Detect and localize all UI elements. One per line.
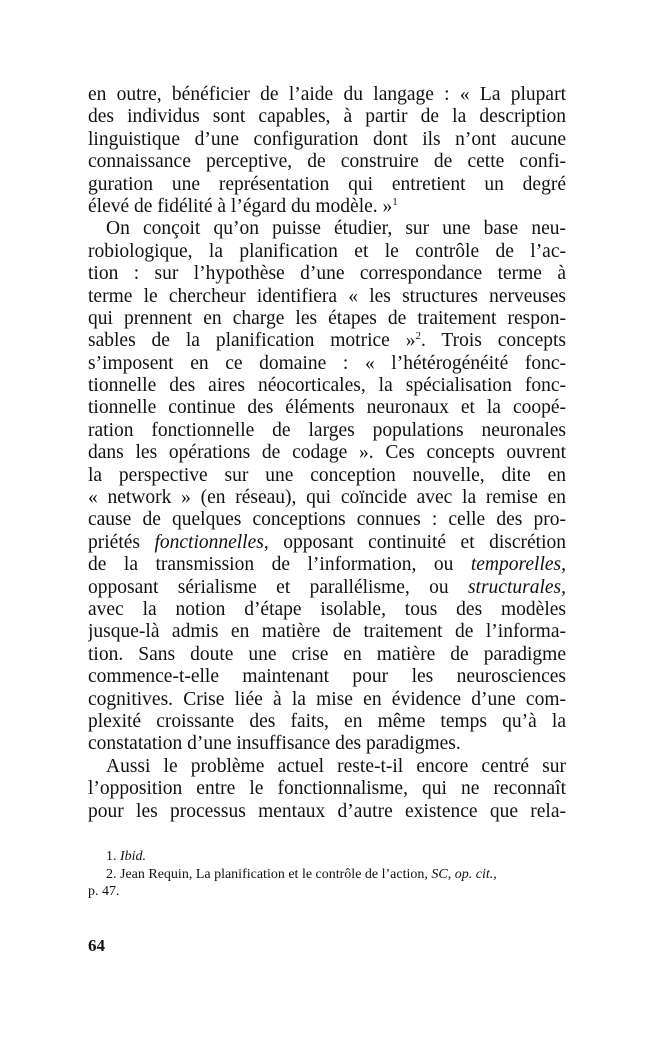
- text-line: tionnelle des aires néocorticales, la spécialisation fonc-: [88, 375, 566, 397]
- text-line: tionnelle continue des éléments neuronaux et la coopé-: [88, 397, 566, 419]
- text-line: cognitives. Crise liée à la mise en évidence d’une com-: [88, 688, 566, 710]
- text-line: tion : sur l’hypothèse d’une correspondance terme à: [88, 263, 566, 285]
- text-line: robiologique, la planification et le contrôle de l’ac-: [88, 240, 566, 262]
- text-line: sables de la planification motrice »$^2$. Trois concepts: [88, 330, 566, 352]
- footnote-reference: 1: [392, 195, 398, 208]
- italic-term: temporelles,: [470, 554, 566, 576]
- text-line: On conçoit qu’on puisse étudier, sur une base neu-: [106, 218, 566, 240]
- text-line: s’imposent en ce domaine : « l’hétérogénéité fonc-: [88, 352, 566, 374]
- text-line: guration une représentation qui entretient un degré: [88, 173, 566, 195]
- footnotes: [88, 848, 566, 901]
- text-line: opposant sérialisme et parallélisme, ou structurales,: [88, 576, 566, 598]
- text-line: élevé de fidélité à l’égard du modèle. »$^1$: [88, 195, 398, 217]
- text-line: terme le chercheur identifiera « les structures nerveuses: [88, 285, 566, 307]
- body-text: [88, 84, 566, 823]
- text-line: pour les processus mentaux d’autre existence que rela-: [88, 800, 566, 822]
- text-line: priétés fonctionnelles, opposant continuité et discrétion: [88, 531, 566, 553]
- text-line: « network » (en réseau), qui coïncide avec la remise en: [88, 487, 566, 509]
- text-line: connaissance perceptive, de construire de cette confi-: [88, 151, 566, 173]
- text-line: linguistique d’une configuration dont ils n’ont aucune: [88, 128, 566, 150]
- text-line: constatation d’une insuffisance des paradigmes.: [88, 733, 461, 755]
- footnote: 2. Jean Requin, La planification et le contrôle de l’action, SC, op. cit.,: [106, 866, 497, 882]
- italic-term: structurales,: [467, 576, 566, 598]
- page-number: 64: [88, 936, 105, 955]
- text-line: plexité croissante des faits, en même temps qu’à la: [88, 710, 566, 732]
- text-line: commence-t-elle maintenant pour les neurosciences: [88, 666, 566, 688]
- text-line: en outre, bénéficier de l’aide du langage : « La plupart: [88, 84, 566, 105]
- text-line: cause de quelques conceptions connues : celle des pro-: [88, 509, 566, 531]
- footnote-number: 1.: [106, 849, 117, 864]
- text-line: dans les opérations de codage ». Ces concepts ouvrent: [88, 442, 566, 464]
- text-line: la perspective sur une conception nouvelle, dite en: [88, 464, 566, 486]
- text-line: de la transmission de l’information, ou temporelles,: [88, 554, 566, 576]
- text-line: l’opposition entre le fonctionnalisme, qui ne reconnaît: [88, 778, 566, 800]
- footnote: p. 47.: [88, 884, 120, 899]
- italic-term: fonctionnelles,: [154, 531, 269, 553]
- text-line: avec la notion d’étape isolable, tous des modèles: [88, 598, 566, 620]
- text-line: des individus sont capables, à partir de la description: [88, 106, 566, 128]
- footnote-number: 2.: [106, 866, 117, 882]
- footnote-reference: 2: [415, 330, 421, 343]
- text-line: qui prennent en charge les étapes de traitement respon-: [88, 307, 566, 329]
- text-line: tion. Sans doute une crise en matière de paradigme: [88, 643, 566, 665]
- footnote: 1. Ibid.: [106, 849, 147, 864]
- text-line: Aussi le problème actuel reste-t-il encore centré sur: [106, 755, 566, 777]
- text-line: jusque-là admis en matière de traitement de l’informa-: [88, 621, 566, 643]
- text-line: ration fonctionnelle de larges populations neuronales: [88, 419, 566, 441]
